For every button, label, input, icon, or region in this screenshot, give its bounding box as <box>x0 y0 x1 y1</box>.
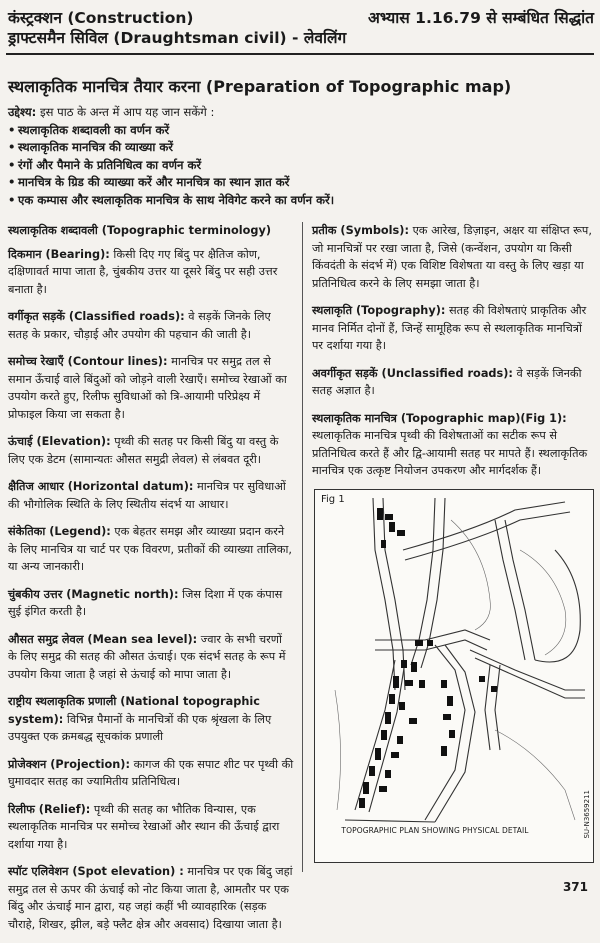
building-block <box>409 718 417 724</box>
building-block <box>381 540 386 548</box>
objective-item: • रंगों और पैमाने के प्रतिनिधित्व का वर्णन करें <box>8 157 593 175</box>
boundary-line <box>335 690 341 810</box>
building-block <box>375 748 381 760</box>
term-definition: किसी दिए गए बिंदु पर क्षैतिज कोण, दक्षिणावर्त मापा जाता है, चुंबकीय उत्तर या दूसरे बिंदु पर सही उत्तर बनाता है। <box>8 247 278 296</box>
road-line <box>355 660 395 810</box>
building-block <box>441 746 447 756</box>
term-entry <box>312 222 594 292</box>
term-entry <box>8 801 294 854</box>
building-block <box>359 798 365 808</box>
term-entry <box>8 308 294 343</box>
header-line2: ड्राफ्टसमैन सिविल (Draughtsman civil) - लेवलिंग <box>8 29 347 47</box>
building-block <box>415 640 423 646</box>
objectives-block <box>8 104 593 210</box>
term-entry <box>8 631 294 684</box>
term-name: प्रतीक (Symbols): <box>312 224 409 237</box>
term-definition: मानचित्र पर एक बिंदु जहां समुद्र तल से ऊपर की ऊंचाई को नोट किया जाता है, आमतौर पर एक बिंदु और ऊंचाई मान द्वारा, यह जहां कहीं भी व्यावहारिक (सड़क चौराहे, शिखर, झील, बड़े फ्लैट क्षेत्र और अवसाद) दिखाया जाता है। <box>8 865 293 931</box>
term-name: स्थलाकृति (Topography): <box>312 304 446 317</box>
column-divider <box>302 222 303 872</box>
term-name: दिकमान (Bearing): <box>8 247 110 261</box>
objectives-intro: इस पाठ के अन्त में आप यह जान सकेंगे : <box>39 105 215 119</box>
term-name: वर्गीकृत सड़कें (Classified roads): <box>8 310 185 323</box>
building-block <box>441 680 447 688</box>
objective-item: • एक कम्पास और स्थलाकृतिक मानचित्र के साथ नेविगेट करने का वर्णन करें। <box>8 192 593 210</box>
term-definition: वे सड़कें जिनकी सतह अज्ञात है। <box>312 366 582 397</box>
building-block <box>443 714 451 720</box>
term-name: स्पॉट एलिवेशन (Spot elevation) : <box>8 865 184 878</box>
building-block <box>449 730 455 738</box>
building-block <box>381 730 387 740</box>
building-block <box>427 640 433 646</box>
term-name: समोच्च रेखाएँ (Contour lines): <box>8 355 168 368</box>
building-block <box>393 676 399 688</box>
boundary-line <box>520 550 566 655</box>
building-block <box>405 680 413 686</box>
building-block <box>491 686 497 692</box>
topographic-plan-drawing <box>315 490 595 864</box>
term-definition: जिस दिशा में एक कंपास सुई इंगित करती है। <box>8 587 283 618</box>
figure-1 <box>314 489 594 863</box>
term-entry <box>8 586 294 621</box>
term-name: राष्ट्रीय स्थलाकृतिक प्रणाली (National topographic system): <box>8 695 260 726</box>
term-definition: पृथ्वी की सतह पर किसी बिंदु या वस्तु के लिए एक डेटम (सामान्यतः औसत समुद्री लेवल) से लंबवत दूरी। <box>8 435 279 466</box>
term-definition: पृथ्वी की सतह का भौतिक विन्यास, एक स्थलाकृतिक मानचित्र पर समोच्च रेखाओं और स्थान की ऊँचाई द्वारा दर्शाया गया है। <box>8 802 280 851</box>
term-name: प्रोजेक्शन (Projection): <box>8 757 130 771</box>
building-block <box>385 712 391 724</box>
road-line <box>405 512 570 560</box>
figure-code: SU-N3659211 <box>583 790 591 839</box>
header-line1: कंस्ट्रक्शन (Construction) <box>8 9 194 27</box>
building-block <box>419 680 425 688</box>
term-name: स्थलाकृतिक मानचित्र (Topographic map)(Fig 1): <box>312 411 567 425</box>
header-exercise: अभ्यास 1.16.79 से सम्बंधित सिद्धांत <box>367 9 594 27</box>
figure-label: Fig 1 <box>321 494 345 505</box>
road-line <box>425 645 465 820</box>
road-line <box>495 665 500 750</box>
term-definition: एक बेहतर समझ और व्याख्या प्रदान करने के लिए मानचित्र या चार्ट पर एक विवरण, प्रतीकों की व्याख्या तालिका, या अन्य जानकारी। <box>8 525 292 573</box>
term-entry <box>8 478 294 513</box>
road-line <box>375 630 490 640</box>
building-block <box>369 766 375 776</box>
term-entry <box>8 523 294 576</box>
objective-item: • स्थलाकृतिक शब्दावली का वर्णन करें <box>8 122 593 140</box>
term-entry <box>8 756 294 791</box>
term-entry <box>8 433 294 468</box>
header-rule <box>6 53 594 55</box>
boundary-line <box>495 730 575 820</box>
figure-caption: TOPOGRAPHIC PLAN SHOWING PHYSICAL DETAIL <box>341 826 529 835</box>
objectives-list <box>8 122 593 210</box>
left-column <box>8 222 294 943</box>
building-block <box>479 676 485 682</box>
term-entry <box>312 410 594 480</box>
road-line <box>345 820 435 822</box>
building-block <box>377 508 383 520</box>
term-name: संकेतिका (Legend): <box>8 525 111 538</box>
term-entry <box>8 693 294 746</box>
road-line <box>505 520 535 660</box>
term-name: क्षैतिज आधार (Horizontal datum): <box>8 480 194 493</box>
term-definition: सतह की विशेषताएं प्राकृतिक और मानव निर्मित दोनों हैं, जिन्हें सामूहिक रूप से स्थलाकृतिक मानचित्रों पर दर्शाया गया है। <box>312 304 587 352</box>
term-definition: स्थलाकृतिक मानचित्र पृथ्वी की विशेषताओं का सटीक रूप से प्रतिनिधित्व करते हैं और द्वि-आयामी सतह पर मापते हैं। स्थलाकृतिक मानचित्र एक उत्कृष्ट नियोजन उपकरण और मार्गदर्शक हैं। <box>312 429 588 477</box>
term-entry <box>8 246 294 299</box>
term-definition: ज्वार के सभी चरणों के लिए समुद्र की सतह की औसत ऊंचाई। एक संदर्भ सतह के रूप में उपयोग किया जाता है जहां से ऊंचाई को मापा जाता है। <box>8 632 286 681</box>
page-number: 371 <box>562 880 588 894</box>
page-title: स्थलाकृतिक मानचित्र तैयार करना (Preparation of Topographic map) <box>8 77 512 96</box>
term-definition: मानचित्र पर सुविधाओं की भौगोलिक स्थिति के लिए स्थितीय संदर्भ या आधार। <box>8 480 286 511</box>
term-name: चुंबकीय उत्तर (Magnetic north): <box>8 587 179 601</box>
term-definition: कागज की एक सपाट शीट पर पृथ्वी की घुमावदार सतह का ज्यामितीय प्रतिनिधित्व। <box>8 757 294 788</box>
term-name: रिलीफ (Relief): <box>8 802 91 816</box>
road-line <box>403 502 565 550</box>
building-block <box>389 694 395 704</box>
building-block <box>397 530 405 536</box>
objective-item: • स्थलाकृतिक मानचित्र की व्याख्या करें <box>8 139 593 157</box>
term-name: ऊंचाई (Elevation): <box>8 435 111 448</box>
building-block <box>411 662 417 672</box>
building-block <box>401 660 407 668</box>
building-block <box>391 752 399 758</box>
term-entry <box>8 863 294 933</box>
boundary-line <box>451 520 490 630</box>
term-definition: विभिन्न पैमानों के मानचित्रों की एक श्रृंखला के लिए उपयुक्त एक क्रमबद्ध सूचकांक प्रणाली <box>8 712 272 743</box>
building-block <box>397 736 403 744</box>
term-definition: वे सड़कें जिनके लिए सतह के प्रकार, चौड़ाई और उपयोग की पहचान की जाती है। <box>8 310 271 341</box>
term-entry <box>312 365 594 400</box>
road-line <box>485 665 490 750</box>
right-column <box>312 222 594 490</box>
building-block <box>385 770 391 778</box>
building-block <box>399 702 405 710</box>
building-block <box>363 782 369 794</box>
objectives-heading: उद्देश्य: <box>8 105 37 119</box>
term-name: औसत समुद्र लेवल (Mean sea level): <box>8 632 198 646</box>
term-definition: एक आरेख, डिज़ाइन, अक्षर या संक्षिप्त रूप, जो मानचित्रों पर रखा जाता है, जिसे (कन्वेंशन, उपयोग या किसी किंवदंती के संदर्भ में) एक विशिष्ट विशेषता या वस्तु के लिए खड़ा या प्रतिनिधित्व करने के लिए समझा जाता है। <box>312 224 592 290</box>
term-entry <box>312 302 594 355</box>
building-block <box>385 514 393 520</box>
objective-item: • मानचित्र के ग्रिड की व्याख्या करें और मानचित्र का स्थान ज्ञात करें <box>8 174 593 192</box>
terminology-heading: स्थलाकृतिक शब्दावली (Topographic terminology) <box>8 224 272 237</box>
building-block <box>389 522 395 532</box>
header-course <box>8 8 346 48</box>
term-entry <box>8 353 294 423</box>
term-definition: मानचित्र पर समुद्र तल से समान ऊँचाई वाले बिंदुओं को जोड़ने वाली रेखाएँ। समोच्च रेखाओं का उपयोग करते हुए, रिलीफ सुविधाओं को त्रि-आयामी परिप्रेक्ष्य में प्रोफाइल किया जा सकता है। <box>8 355 287 421</box>
term-name: अवर्गीकृत सड़कें (Unclassified roads): <box>312 366 513 380</box>
building-block <box>379 786 387 792</box>
building-block <box>447 696 453 706</box>
